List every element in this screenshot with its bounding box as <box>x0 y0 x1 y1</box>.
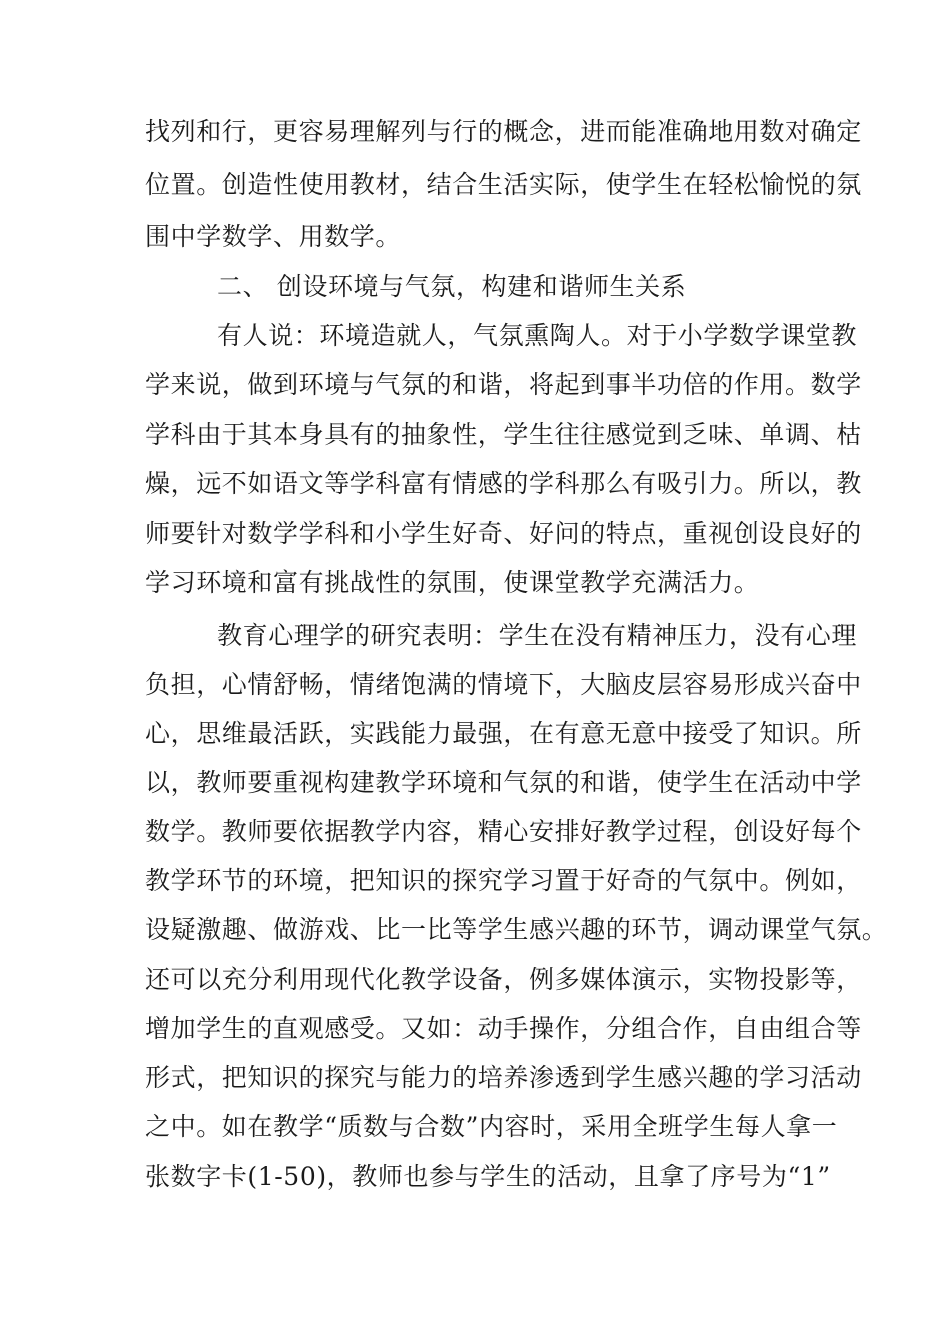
body-text-line: 学习环境和富有挑战性的氛围，使课堂教学充满活力。 <box>145 568 760 597</box>
body-text-line: 学来说，做到环境与气氛的和谐，将起到事半功倍的作用。数学 <box>145 370 862 399</box>
paragraph-first-line: 教育心理学的研究表明：学生在没有精神压力，没有心理 <box>217 621 858 650</box>
body-text-line: 形式，把知识的探究与能力的培养渗透到学生感兴趣的学习活动 <box>145 1063 862 1092</box>
body-text-line: 位置。创造性使用教材，结合生活实际，使学生在轻松愉悦的氛 <box>145 170 862 199</box>
body-text-line: 燥，远不如语文等学科富有情感的学科那么有吸引力。所以，教 <box>145 469 862 498</box>
body-text-line: 数学。教师要依据教学内容，精心安排好教学过程，创设好每个 <box>145 817 862 846</box>
body-text-line: 设疑激趣、做游戏、比一比等学生感兴趣的环节，调动课堂气氛。 <box>145 915 888 944</box>
body-text-line: 心，思维最活跃，实践能力最强，在有意无意中接受了知识。所 <box>145 719 862 748</box>
body-text-line: 教学环节的环境，把知识的探究学习置于好奇的气氛中。例如， <box>145 866 862 895</box>
section-heading: 二、 创设环境与气氛，构建和谐师生关系 <box>217 272 687 301</box>
body-text-line: 之中。如在教学“质数与合数”内容时，采用全班学生每人拿一 <box>145 1112 838 1141</box>
paragraph-first-line: 有人说：环境造就人，气氛熏陶人。对于小学数学课堂教 <box>217 321 858 350</box>
body-text-line: 师要针对数学学科和小学生好奇、好问的特点，重视创设良好的 <box>145 519 862 548</box>
body-text-line: 学科由于其本身具有的抽象性，学生往往感觉到乏味、单调、枯 <box>145 420 862 449</box>
body-text-line: 负担，心情舒畅，情绪饱满的情境下，大脑皮层容易形成兴奋中 <box>145 670 862 699</box>
body-text-line: 增加学生的直观感受。又如：动手操作，分组合作，自由组合等 <box>145 1014 862 1043</box>
body-text-line: 找列和行，更容易理解列与行的概念，进而能准确地用数对确定 <box>145 117 862 146</box>
body-text-line: 以，教师要重视构建教学环境和气氛的和谐，使学生在活动中学 <box>145 768 862 797</box>
body-text-line: 张数字卡(1-50)，教师也参与学生的活动，且拿了序号为“1” <box>145 1162 831 1191</box>
body-text-line: 围中学数学、用数学。 <box>145 222 402 251</box>
body-text-line: 还可以充分利用现代化教学设备，例多媒体演示，实物投影等， <box>145 965 862 994</box>
